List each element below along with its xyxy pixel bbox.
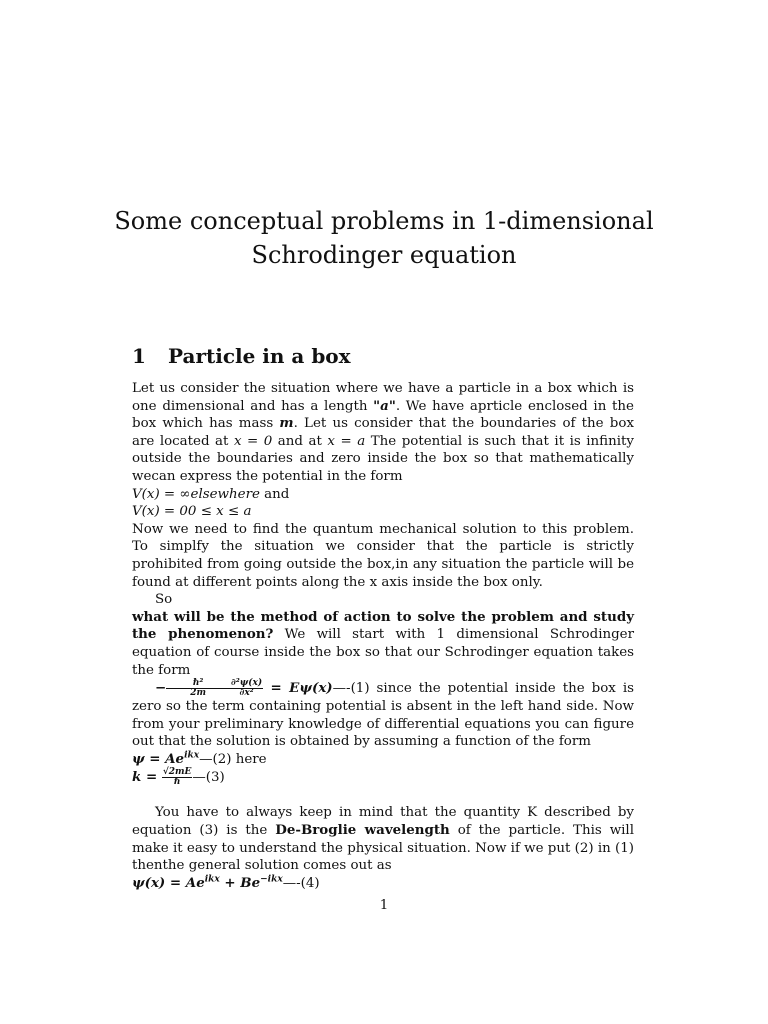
equation-3 bbox=[132, 768, 634, 787]
math-x0: x = 0 bbox=[233, 433, 273, 449]
title-line-2: Schrodinger equation bbox=[251, 241, 517, 269]
fraction-denominator: ℏ bbox=[173, 777, 181, 788]
text-run: of the particle. This will make it easy to understand the physical situation. Now if we put (2) in (1) thenthe general solution comes out as bbox=[132, 823, 634, 874]
exponent: ikx bbox=[204, 874, 220, 885]
paragraph-4 bbox=[132, 679, 634, 751]
title-line-1: Some conceptual problems in 1-dimensional bbox=[114, 207, 654, 235]
exponent: −ikx bbox=[260, 874, 283, 885]
body-text bbox=[132, 380, 634, 892]
text-run: You have to always keep in mind that the quantity K described by equation (3) is the bbox=[132, 805, 634, 839]
section-heading bbox=[132, 342, 351, 370]
fraction-derivative bbox=[207, 679, 263, 698]
equation-4 bbox=[132, 875, 634, 893]
equation-2 bbox=[132, 751, 634, 769]
equation-tag: —-(1) bbox=[332, 681, 370, 697]
text-run: The potential is such that it is infinity outside the boundaries and zero inside the box so that mathematically wecan express the potential in the form bbox=[132, 433, 634, 484]
fraction-numerator: ℏ² bbox=[166, 679, 207, 689]
text-run: . We have aprticle enclosed in the box which has mass bbox=[132, 398, 634, 432]
paragraph-so: So bbox=[155, 592, 173, 608]
minus-sign: − bbox=[155, 680, 167, 697]
paper-title bbox=[0, 204, 768, 272]
bold-question: what will be the method of action to solve the problem and study the phenomenon? bbox=[132, 608, 634, 643]
length-symbol: "a" bbox=[373, 397, 396, 414]
potential-line-2: V(x) = 00 ≤ x ≤ a bbox=[132, 504, 252, 520]
text-run: . Let us consider that the boundaries of the box are located at bbox=[132, 416, 634, 449]
equation-tag: —-(4) bbox=[282, 875, 320, 891]
text-run: and bbox=[259, 486, 290, 502]
fraction-denominator: ∂x² bbox=[239, 688, 254, 699]
fraction-k bbox=[162, 768, 193, 787]
fraction-denominator: 2m bbox=[190, 688, 207, 699]
mass-symbol: m bbox=[279, 415, 294, 432]
section-number: 1 bbox=[132, 344, 146, 368]
math-xa: x = a bbox=[327, 433, 366, 449]
text-run: Let us consider the situation where we have a particle in a box which is one dimensional and has a length bbox=[132, 381, 634, 414]
equation-lhs: ψ = Ae bbox=[132, 750, 185, 767]
equation-tag: —(3) bbox=[192, 770, 225, 786]
text-run: since the potential inside the box is zero so the term containing potential is absent in the left hand side. Now from your preliminary knowledge of differential equations you can figure out that the solution is obtained by assuming a function of the form bbox=[132, 681, 635, 750]
paragraph-2: Now we need to find the quantum mechanical solution to this problem. To simplfy the situation we consider that the particle is strictly prohibited from going outside the box,in any situation the particle will be found at different points along the x axis inside the box only. bbox=[132, 521, 634, 590]
equation-lhs: k = bbox=[132, 769, 162, 786]
equation-term: + Be bbox=[219, 874, 261, 891]
bold-term: De-Broglie wavelength bbox=[275, 822, 450, 839]
page-number: 1 bbox=[379, 898, 389, 913]
paragraph-3 bbox=[132, 609, 634, 679]
potential-line-1 bbox=[132, 486, 634, 504]
equation-1 bbox=[155, 678, 333, 699]
text-run: and at bbox=[272, 433, 328, 449]
equation-rhs: = Eψ(x) bbox=[263, 680, 333, 697]
paragraph-1 bbox=[132, 380, 634, 486]
paragraph-5 bbox=[132, 804, 634, 874]
fraction-numerator: √2mE bbox=[162, 767, 192, 778]
fraction-hbar bbox=[166, 679, 207, 698]
section-title: Particle in a box bbox=[168, 344, 351, 368]
equation-tag: —(2) here bbox=[199, 751, 267, 767]
fraction-numerator: ∂²ψ(x) bbox=[207, 679, 263, 689]
math-potential-1: V(x) = ∞elsewhere bbox=[132, 486, 260, 502]
equation-term: ψ(x) = Ae bbox=[132, 874, 205, 891]
text-run: We will start with 1 dimensional Schrodinger equation of course inside the box so that our Schrodinger equation takes the form bbox=[132, 627, 634, 678]
exponent: ikx bbox=[184, 750, 200, 761]
